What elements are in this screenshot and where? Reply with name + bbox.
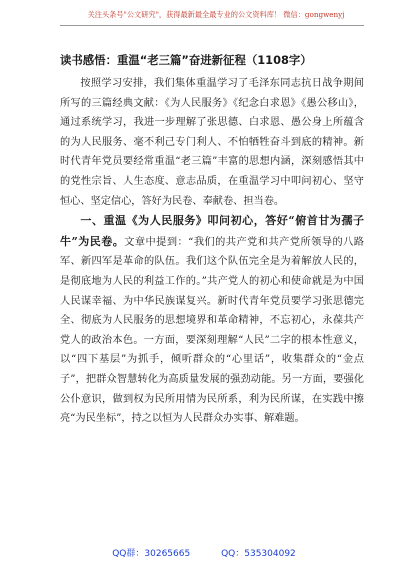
intro-paragraph: 按照学习安排，我们集体重温学习了毛泽东同志抗日战争期间所写的三篇经典文献：《为人民服务》《纪念白求恩》《愚公移山》，通过系统学习，我进一步理解了张思德、白求恩、愚公身上所蕴含的为人民服务、毫不利己专门利人、不怕牺牲奋斗到底的精神。新时代青年党员要经常重温“老三篇”丰富的思想内涵，深刻感悟其中的党性宗旨、人生态度、意志品质，在重温学习中叩问初心、坚守恒心、坚定信心，答好为民卷、奉献卷、担当卷。 xyxy=(60,78,364,207)
header-banner: 关注头条号"公文研究"，获得最新最全最专业的公文资料库！ 微信：gongwenyj xyxy=(87,10,345,19)
section-1-body: 文章中提到：“我们的共产党和共产党所领导的八路军、新四军是革命的队伍。我们这个队伍完全是为着解放人民的，是彻底地为人民的利益工作的。”共产党人的初心和使命就是为中国人民谋幸福、为中华民族谋复兴。新时代青年党员要学习张思德完全、彻底为人民服务的思想境界和革命精神，不忘初心，永葆共产党人的政治本色。一方面，要深刻理解“人民”二字的根本性意义，以“四下基层”为抓手，倾听群众的“心里话”，收集群众的“金点子”，把群众智慧转化为高质量发展的强劲动能。另一方面，要强化公仆意识，做到权为民所用情为民所系，利为民所谋，在实践中擦亮“为民坐标”，持之以恒为人民群众办实事、解难题。 xyxy=(60,236,364,425)
footer-qq-group: QQ群：30265665 xyxy=(112,549,191,559)
footer-qq-contact: QQ：535304092 xyxy=(221,549,296,559)
document-title: 读书感悟：重温“老三篇”奋进新征程（1108字） xyxy=(60,53,312,67)
section-1-heading: 一、重温《为人民服务》叩问初心，答好“俯首甘为孺子牛”为民卷。 xyxy=(60,214,364,248)
document-body xyxy=(60,74,364,429)
page-footer xyxy=(0,546,408,559)
section-1-paragraph xyxy=(60,211,364,429)
header-divider xyxy=(60,25,364,26)
